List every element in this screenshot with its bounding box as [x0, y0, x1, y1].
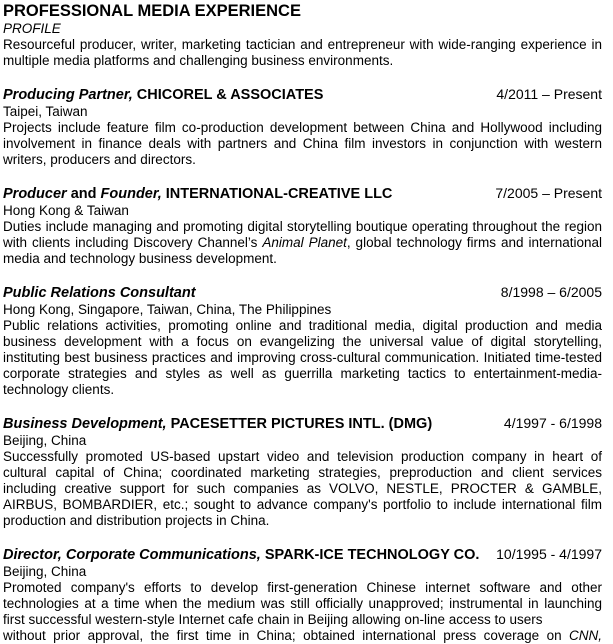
job-entry-chicorel — [3, 85, 602, 168]
job-entry-public-relations — [3, 283, 602, 398]
job-location: Beijing, China — [3, 433, 87, 448]
job-title: Producing Partner, — [3, 87, 133, 103]
job-header — [3, 545, 602, 564]
job-dates: 4/2011 – Present — [496, 86, 602, 102]
job-title: Public Relations Consultant — [3, 285, 196, 301]
job-description: Public relations activities, promoting online and traditional media, digital production and media business development with a focus on evangelizing the universal value of digital storytelling, instituting best business practices and improving cross-cultural communication. Initiated time-tested corporate strategies and styles as well as guerrilla marketing tactics to entertainment-media-technology clients. — [3, 318, 602, 397]
profile-label: PROFILE — [3, 21, 61, 36]
section-heading: PROFESSIONAL MEDIA EXPERIENCE — [3, 2, 301, 20]
job-title-line — [3, 284, 196, 302]
job-location: Beijing, China — [3, 564, 87, 579]
job-description: Promoted company's efforts to develop first-generation Chinese internet software and other technologies at a time when the medium was still officially unapproved; instrumental in launching first successful western-style Internet cafe chain in Beijing allowing on-line access to users — [3, 580, 602, 627]
job-title-second: Founder, — [100, 186, 162, 202]
job-header — [3, 85, 602, 104]
job-location: Hong Kong & Taiwan — [3, 203, 129, 218]
job-title: Director, Corporate Communications, — [3, 547, 261, 563]
job-entry-spark-ice — [3, 545, 602, 644]
job-company: INTERNATIONAL-CREATIVE LLC — [165, 186, 393, 202]
job-entry-international-creative — [3, 184, 602, 267]
job-description-clipped-emphasis: CNN, — [569, 628, 602, 643]
job-header — [3, 184, 602, 203]
job-company: PACESETTER PICTURES INTL. (DMG) — [170, 416, 433, 432]
job-dates: 10/1995 - 4/1997 — [496, 546, 602, 562]
job-location: Hong Kong, Singapore, Taiwan, China, The Philippines — [3, 302, 332, 317]
job-header — [3, 414, 602, 433]
job-company: SPARK-ICE TECHNOLOGY CO. — [264, 547, 480, 563]
job-title-line — [3, 86, 323, 104]
job-dates: 4/1997 - 6/1998 — [503, 415, 602, 431]
job-header — [3, 283, 602, 302]
job-description-text: Duties include managing and promoting digital storytelling boutique operating throughout the region with clients including Discovery Channel’s — [3, 219, 602, 250]
resume-page — [3, 0, 602, 644]
job-title-joiner: and — [70, 186, 97, 202]
job-dates: 8/1998 – 6/2005 — [500, 284, 602, 300]
job-entry-pacesetter — [3, 414, 602, 529]
job-description-text-end: , global technology firms and international media and technology business development. — [3, 235, 602, 266]
job-title-line — [3, 546, 479, 564]
job-title-line — [3, 415, 432, 433]
job-description: Successfully promoted US-based upstart video and television production company in heart of cultural capital of China; coordinated marketing strategies, preproduction and client services including creative support for such companies as VOLVO, NESTLE, PROCTER & GAMBLE, AIRBUS, BOMBARDIER, etc.; sought to advance company's portfolio to include international film production and distribution projects in China. — [3, 449, 602, 528]
job-description-clipped-text: without prior approval, the first time in China; obtained international press coverage on — [3, 628, 569, 643]
profile-text: Resourceful producer, writer, marketing tactician and entrepreneur with wide-ranging experience in multiple media platforms and challenging business environments. — [3, 37, 602, 68]
job-location: Taipei, Taiwan — [3, 104, 88, 119]
job-dates: 7/2005 – Present — [495, 185, 602, 201]
job-description-emphasis: Animal Planet — [262, 235, 347, 250]
job-title: Producer — [3, 186, 67, 202]
job-title-line — [3, 185, 392, 203]
job-company: CHICOREL & ASSOCIATES — [136, 87, 324, 103]
job-description-clipped-line — [3, 628, 602, 644]
job-description — [3, 219, 602, 267]
job-description: Projects include feature film co-production development between China and Hollywood including involvement in finance deals with partners and China film investors in conjunction with western writers, producers and directors. — [3, 120, 602, 167]
job-title: Business Development, — [3, 416, 167, 432]
